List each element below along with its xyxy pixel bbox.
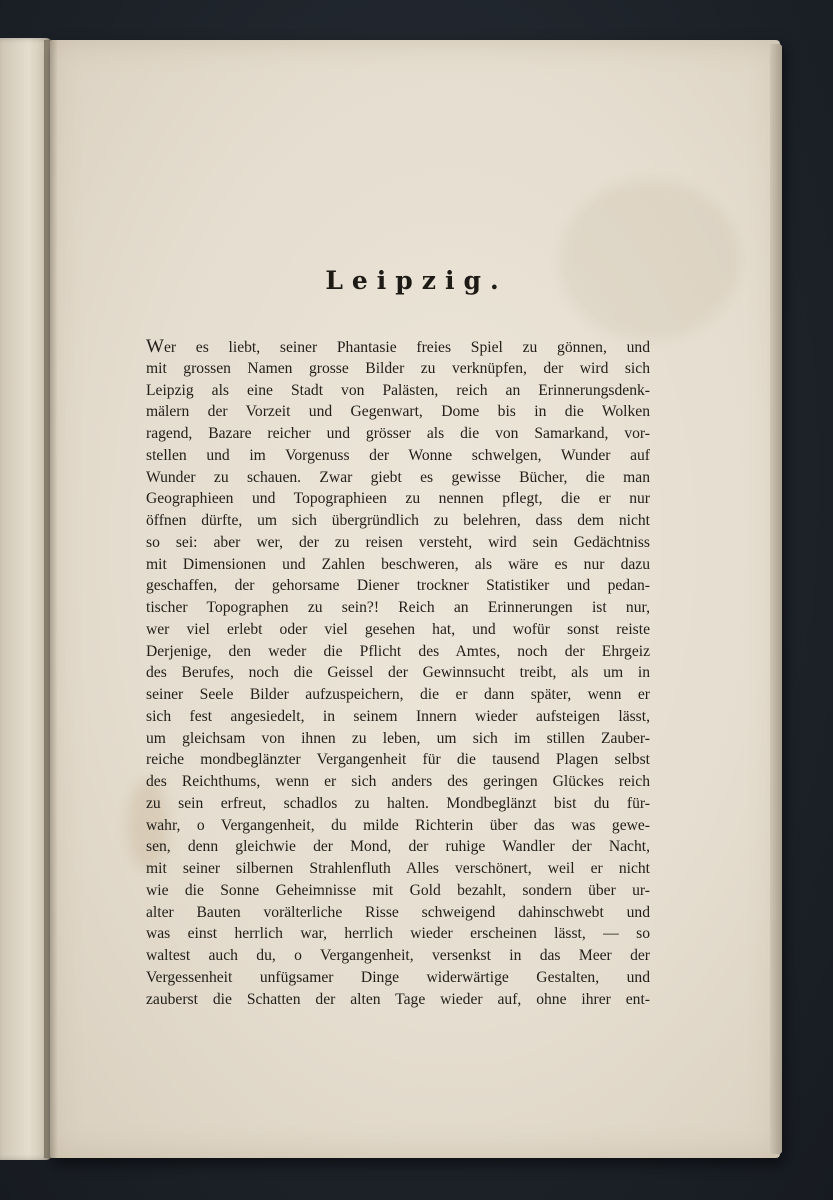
text-line: mit grossen Namen grosse Bilder zu verknüpfen, der wird sich — [146, 359, 650, 377]
text-line: so sei: aber wer, der zu reisen versteht, wird sein Gedächtniss — [146, 533, 650, 551]
text-line: reiche mondbeglänzter Vergangenheit für die tausend Plagen selbst — [146, 751, 650, 769]
text-line: tischer Topographen zu sein?! Reich an Erinnerungen ist nur, — [146, 599, 650, 616]
text-line: Derjenige, den weder die Pflicht des Amtes, noch der Ehrgeiz — [146, 642, 650, 660]
text-line: wahr, o Vergangenheit, du milde Richterin über das was gewe- — [146, 816, 650, 834]
text-line: des Reichthums, wenn er sich anders des geringen Glückes reich — [146, 773, 650, 790]
text-line: zauberst die Schatten der alten Tage wieder auf, ohne ihrer ent- — [146, 990, 650, 1008]
text-line: alter Bauten vorälterliche Risse schweigend dahinschwebt und — [146, 903, 650, 921]
text-line: seiner Seele Bilder aufzuspeichern, die er dann später, wenn er — [146, 686, 650, 703]
text-line: des Berufes, noch die Geissel der Gewinnsucht treibt, als um in — [146, 664, 650, 682]
text-line: ragend, Bazare reicher und grösser als die von Samarkand, vor- — [146, 425, 650, 442]
spine-shadow — [44, 40, 58, 1158]
body-text — [146, 336, 650, 1010]
text-line: Geographieen und Topographieen zu nennen pflegt, die er nur — [146, 490, 650, 508]
text-line: um gleichsam von ihnen zu leben, um sich im stillen Zauber- — [146, 729, 650, 747]
text-line: Leipzig als eine Stadt von Palästen, reich an Erinnerungsdenk- — [146, 381, 650, 399]
text-line: stellen und im Vorgenuss der Wonne schwelgen, Wunder auf — [146, 446, 650, 464]
text-line: sich fest angesiedelt, in seinem Innern wieder aufsteigen lässt, — [146, 707, 650, 725]
page-fore-edge — [770, 44, 782, 1154]
text-line: waltest auch du, o Vergangenheit, versenkst in das Meer der — [146, 947, 650, 964]
text-line: öffnen dürfte, um sich übergründlich zu belehren, dass dem nicht — [146, 512, 650, 529]
text-line: Wer es liebt, seiner Phantasie freies Spiel zu gönnen, und — [146, 336, 650, 357]
text-line: was einst herrlich war, herrlich wieder erscheinen lässt, — so — [146, 925, 650, 943]
text-line: zu sein erfreut, schadlos zu halten. Mondbeglänzt bist du für- — [146, 794, 650, 812]
paper-stain — [560, 180, 740, 340]
text-line: mälern der Vorzeit und Gegenwart, Dome bis in die Wolken — [146, 403, 650, 421]
text-line: wie die Sonne Geheimnisse mit Gold bezahlt, sondern über ur- — [146, 881, 650, 899]
text-line: Wunder zu schauen. Zwar giebt es gewisse Bücher, die man — [146, 468, 650, 486]
text-line: geschaffen, der gehorsame Diener trockner Statistiker und pedan- — [146, 577, 650, 595]
page-title: Leipzig. — [325, 266, 508, 295]
text-line: mit seiner silbernen Strahlenfluth Alles verschönert, weil er nicht — [146, 860, 650, 877]
text-line: wer viel erlebt oder viel gesehen hat, und wofür sonst reiste — [146, 620, 650, 638]
text-line: Vergessenheit unfügsamer Dinge widerwärtige Gestalten, und — [146, 968, 650, 986]
text-line: mit Dimensionen und Zahlen beschweren, als wäre es nur dazu — [146, 555, 650, 573]
text-line: sen, denn gleichwie der Mond, der ruhige Wandler der Nacht, — [146, 838, 650, 856]
